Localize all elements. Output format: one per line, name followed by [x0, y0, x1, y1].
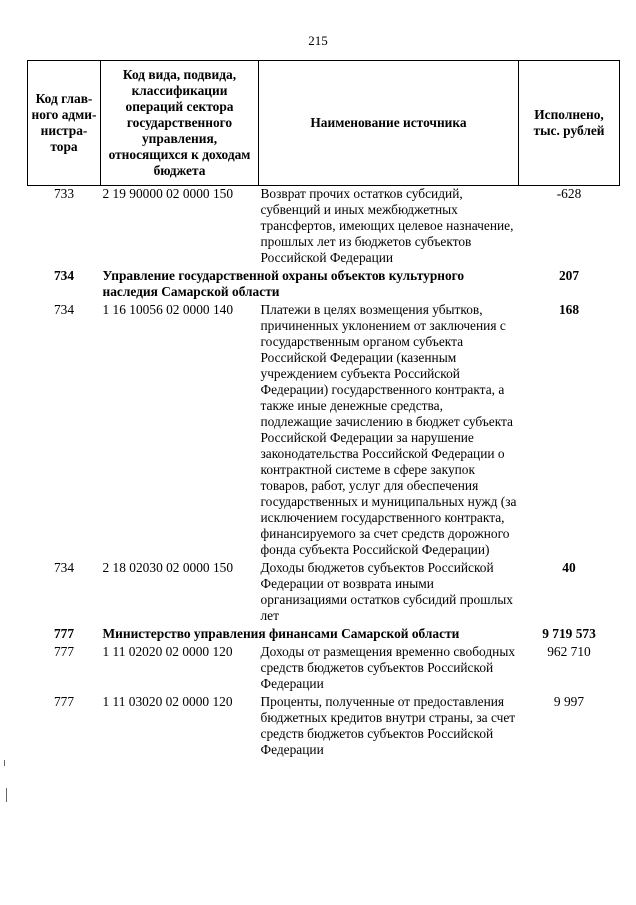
source-name-cell: Возврат прочих остатков субсидий, субвенций и иных межбюджетных трансфертов, имеющих целевое назначение, прошлых лет из бюджетов субъектов Российской Федерации: [260, 186, 514, 265]
admin-code-cell: 777: [53, 694, 75, 709]
scan-artifact: [4, 760, 5, 766]
administrator-name-cell: Министерство управления финансами Самарской области: [102, 626, 460, 641]
table-row: [28, 560, 620, 626]
admin-code-cell: 777: [53, 644, 75, 659]
page-number: 215: [308, 33, 328, 48]
table-row: [28, 694, 620, 760]
source-name-cell: Доходы бюджетов субъектов Российской Федерации от возврата иными организациями остатков субсидий прошлых лет: [260, 560, 513, 623]
amount-cell: -628: [556, 186, 582, 201]
table-header-row: [28, 61, 620, 186]
source-name-cell: Доходы от размещения временно свободных средств бюджетов субъектов Российской Федерации: [260, 644, 516, 691]
table-row: [28, 644, 620, 694]
scan-artifact: [6, 788, 7, 802]
amount-cell: 168: [558, 302, 580, 317]
header-classification-code: Код вида, подвида, классификации операций сектора государственного управления, относящихся к доходам бюджета: [101, 61, 259, 186]
admin-code-cell: 777: [53, 626, 75, 641]
header-admin-code: Код глав-ного адми-нистра-тора: [28, 61, 101, 186]
amount-cell: 207: [558, 268, 580, 283]
classification-code-cell: 1 11 02020 02 0000 120: [102, 644, 233, 659]
admin-code-cell: 734: [53, 560, 75, 575]
classification-code-cell: 2 18 02030 02 0000 150: [102, 560, 234, 575]
table-row: [28, 302, 620, 560]
classification-code-cell: 2 19 90000 02 0000 150: [102, 186, 234, 201]
amount-cell: 962 710: [547, 644, 591, 659]
source-name-cell: Проценты, полученные от предоставления бюджетных кредитов внутри страны, за счет средств бюджетов субъектов Российской Федерации: [260, 694, 516, 757]
admin-code-cell: 733: [53, 186, 75, 201]
header-amount: Исполнено, тыс. рублей: [519, 61, 620, 186]
revenue-table: [27, 60, 620, 760]
amount-cell: 9 719 573: [542, 626, 596, 641]
administrator-name-cell: Управление государственной охраны объектов культурного наследия Самарской области: [102, 268, 465, 299]
amount-cell: 40: [562, 560, 576, 575]
table-row: [28, 186, 620, 269]
classification-code-cell: 1 11 03020 02 0000 120: [102, 694, 233, 709]
classification-code-cell: 1 16 10056 02 0000 140: [102, 302, 234, 317]
source-name-cell: Платежи в целях возмещения убытков, причиненных уклонением от заключения с государственным органом субъекта Российской Федерации (казенным учреждением субъекта Российской Федерации) государственного контракта, а также иные денежные средства, подлежащие зачислению в бюджет субъекта Российской Федерации за нарушение законодательства Российской Федерации о контрактной системе в сфере закупок товаров, работ, услуг для обеспечения государственных и муниципальных нужд (за исключением государственного контракта, финансируемого за счет средств дорожного фонда субъекта Российской Федерации): [260, 302, 517, 557]
admin-code-cell: 734: [53, 302, 75, 317]
table-row-administrator: [28, 626, 620, 644]
header-source-name: Наименование источника: [259, 61, 519, 186]
admin-code-cell: 734: [53, 268, 75, 283]
amount-cell: 9 997: [553, 694, 585, 709]
table-row-administrator: [28, 268, 620, 302]
